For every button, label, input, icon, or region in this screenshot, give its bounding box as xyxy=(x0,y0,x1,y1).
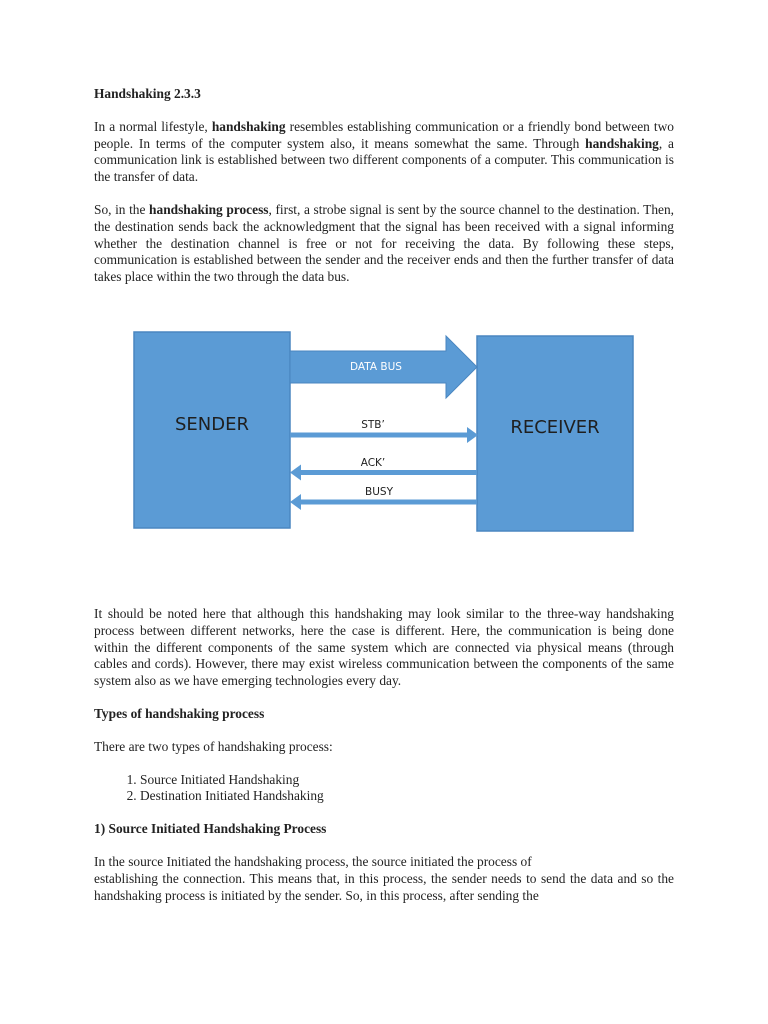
handshaking-diagram xyxy=(133,331,635,533)
section-paragraph: establishing the connection. This means that, in this process, the sender needs to send the data and so the handshaking process is initiated by the sender. So, in this process, after sending the xyxy=(94,870,674,903)
list-item: 2. Destination Initiated Handshaking xyxy=(140,788,674,805)
bold-term: handshaking xyxy=(211,118,286,134)
busy-label: BUSY xyxy=(365,486,393,498)
page-title: Handshaking 2.3.3 xyxy=(94,86,201,101)
document-body xyxy=(94,86,674,286)
types-heading: Types of handshaking process xyxy=(94,705,265,721)
text-run: In a normal lifestyle, xyxy=(94,118,212,134)
section-heading: 1) Source Initiated Handshaking Process xyxy=(94,821,327,837)
stb-label: STB’ xyxy=(361,419,385,431)
data-bus-label: DATA BUS xyxy=(350,361,402,373)
receiver-label: RECEIVER xyxy=(510,417,600,438)
bold-term: handshaking process xyxy=(149,201,269,217)
text-run: So, in the xyxy=(94,201,150,217)
text-run: resembles establishing communication or a friendly bond between two people. In terms of the computer system also, it means somewhat the same. Through xyxy=(94,118,674,151)
handshaking-diagram-svg xyxy=(133,331,635,533)
comparison-paragraph: It should be noted here that although this handshaking may look similar to the three-way handshaking process between different networks, here the case is different. Here, the communication is being done within the different components of the same system which are connected via physical means (through cables and cords). However, there may exist wireless communication between the components of the same system also as we have emerging technologies every day. xyxy=(94,606,674,689)
text-run: , first, a strobe signal is sent by the source channel to the destination. Then, the destination sends back the acknowledgment that the signal has been received with a signal informing whether the destination channel is free or not for receiving the data. By following these steps, communication is established between the sender and the receiver ends and then the further transfer of data takes place within the two through the data bus. xyxy=(94,201,675,285)
intro-paragraph xyxy=(94,119,674,186)
process-paragraph xyxy=(94,202,674,286)
document-body-lower xyxy=(94,606,674,904)
sender-label: SENDER xyxy=(174,414,250,435)
types-list xyxy=(94,772,674,806)
types-intro: There are two types of handshaking process: xyxy=(94,738,333,754)
section-paragraph-line: In the source Initiated the handshaking process, the source initiated the process of xyxy=(94,853,532,869)
list-item: 1. Source Initiated Handshaking xyxy=(140,772,674,789)
bold-term: handshaking xyxy=(585,135,659,151)
text-run: , a communication link is established between two different components of a computer. This communication is the transfer of data. xyxy=(94,135,675,185)
ack-label: ACK’ xyxy=(360,457,386,469)
